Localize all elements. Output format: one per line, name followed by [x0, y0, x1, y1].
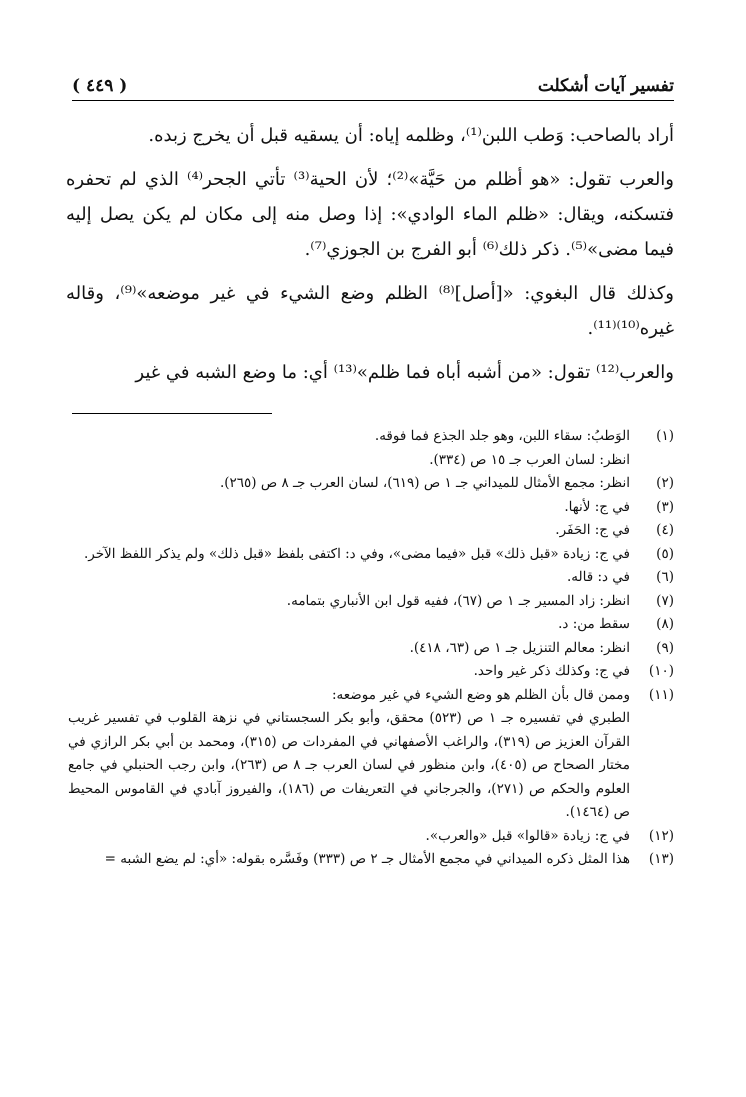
- footnote: [68, 660, 674, 684]
- page-header: [72, 70, 674, 96]
- footnote-number: (٨): [656, 616, 674, 632]
- footnote-number: (٦): [656, 569, 674, 585]
- footnote: [68, 590, 674, 614]
- footnote-text: هذا المثل ذكره الميداني في مجمع الأمثال جـ ٢ ص (٣٣٣) وفَسَّره بقوله: «أي: لم يضع الشبه =: [104, 851, 630, 867]
- paragraph: والعرب⁽¹²⁾ تقول: «من أشبه أباه فما ظلم»⁽¹³⁾ أي: ما وضع الشبه في غير: [135, 362, 674, 383]
- footnote-separator: [72, 413, 272, 414]
- paragraph: والعرب تقول: «هو أظلم من حَيَّة»⁽²⁾؛ لأن الحية⁽³⁾ تأتي الجحر⁽⁴⁾ الذي لم تحفره فتسكنه، ويقال: «ظلم الماء الوادي»: إذا وصل منه إلى مكان لم يكن يصل إليه فيما مضى»⁽⁵⁾. ذكر ذلك⁽⁶⁾ أبو الفرج بن الجوزي⁽⁷⁾.: [66, 169, 674, 260]
- footnote-text: سقط من: د.: [558, 616, 630, 632]
- footnote-number: (٢): [656, 475, 674, 491]
- footnote: [68, 496, 674, 520]
- footnote-number: (٥): [656, 545, 674, 562]
- footnote-text: في ج: زيادة «قبل ذلك» قبل «فيما مضى»، وفي د: اكتفى بلفظ «قبل ذلك» ولم يذكر اللفظ الآخر.: [83, 545, 630, 562]
- paragraph: أراد بالصاحب: وَطب اللبن⁽¹⁾، وظلمه إياه: أن يسقيه قبل أن يخرج زبده.: [148, 125, 674, 146]
- footnote-number: (٤): [656, 522, 674, 538]
- main-text: [66, 118, 674, 399]
- footnote-text: في د: قاله.: [566, 569, 630, 585]
- footnote-text: في ج: وكذلك ذكر غير واحد.: [473, 663, 630, 679]
- footnote-text: انظر: زاد المسير جـ ١ ص (٦٧)، ففيه قول ابن الأنباري بتمامه.: [286, 592, 630, 609]
- header-rule: [72, 100, 674, 101]
- footnote-text: انظر: مجمع الأمثال للميداني جـ ١ ص (٦١٩)، لسان العرب جـ ٨ ص (٢٦٥).: [219, 475, 630, 491]
- footnote-text: في ج: الحَفَر.: [555, 522, 630, 538]
- footnotes: [68, 425, 674, 872]
- footnote-text: في ج: زيادة «قالوا» قبل «والعرب».: [425, 827, 630, 844]
- footnote-continuation: انظر: لسان العرب جـ ١٥ ص (٣٣٤).: [429, 451, 630, 468]
- footnote-number: (١١): [648, 686, 674, 703]
- footnote-text: انظر: معالم التنزيل جـ ١ ص (٦٣، ٤١٨).: [409, 639, 630, 656]
- footnote-number: (٩): [656, 639, 674, 656]
- footnote-text: في ج: لأنها.: [564, 498, 630, 515]
- paragraph: وكذلك قال البغوي: «[أصل]⁽⁸⁾ الظلم وضع الشيء في غير موضعه»⁽⁹⁾، وقاله غيره⁽¹⁰⁾⁽¹¹⁾.: [66, 283, 674, 339]
- footnote-text: وممن قال بأن الظلم هو وضع الشيء في غير موضعه:: [331, 686, 630, 703]
- footnote-continuation: الطبري في تفسيره جـ ١ ص (٥٢٣) محقق، وأبو بكر السجستاني في نزهة القلوب في تفسير غريب القرآن العزيز ص (٣١٩)، والراغب الأصفهاني في المفردات ص (٣١٥)، ومحمد بن أبي بكر الرازي في مختار الصحاح ص (٤٠٥)، وابن منظور في لسان العرب جـ ٨ ص (٢٦٣)، وابن رجب الحنبلي في جامع العلوم والحكم ص (٢٧١)، والجرجاني في التعريفات ص (١٨٦)، والفيروز آبادي في القاموس المحيط ص (١٤٦٤).: [68, 710, 631, 820]
- footnote-number: (١٢): [648, 827, 674, 844]
- footnote: [68, 519, 674, 543]
- page-number: ( ٤٤٩ ): [72, 76, 128, 96]
- footnote-number: (٣): [656, 498, 674, 515]
- footnote-number: (١٠): [648, 663, 674, 679]
- footnote: [68, 425, 674, 449]
- footnote: [68, 637, 674, 661]
- footnote: [68, 472, 674, 496]
- footnote-number: (١٣): [648, 851, 674, 867]
- footnote: [68, 825, 674, 849]
- footnote: [68, 848, 674, 872]
- footnote: [68, 613, 674, 637]
- running-title: تفسير آيات أشكلت: [537, 76, 674, 96]
- footnote: [68, 543, 674, 567]
- footnote: [68, 684, 674, 708]
- footnote-number: (١): [656, 428, 674, 444]
- footnote-text: الوَطبُ: سقاء اللبن، وهو جلد الجذع فما فوقه.: [374, 428, 630, 444]
- footnote: [68, 566, 674, 590]
- footnote-number: (٧): [656, 592, 674, 609]
